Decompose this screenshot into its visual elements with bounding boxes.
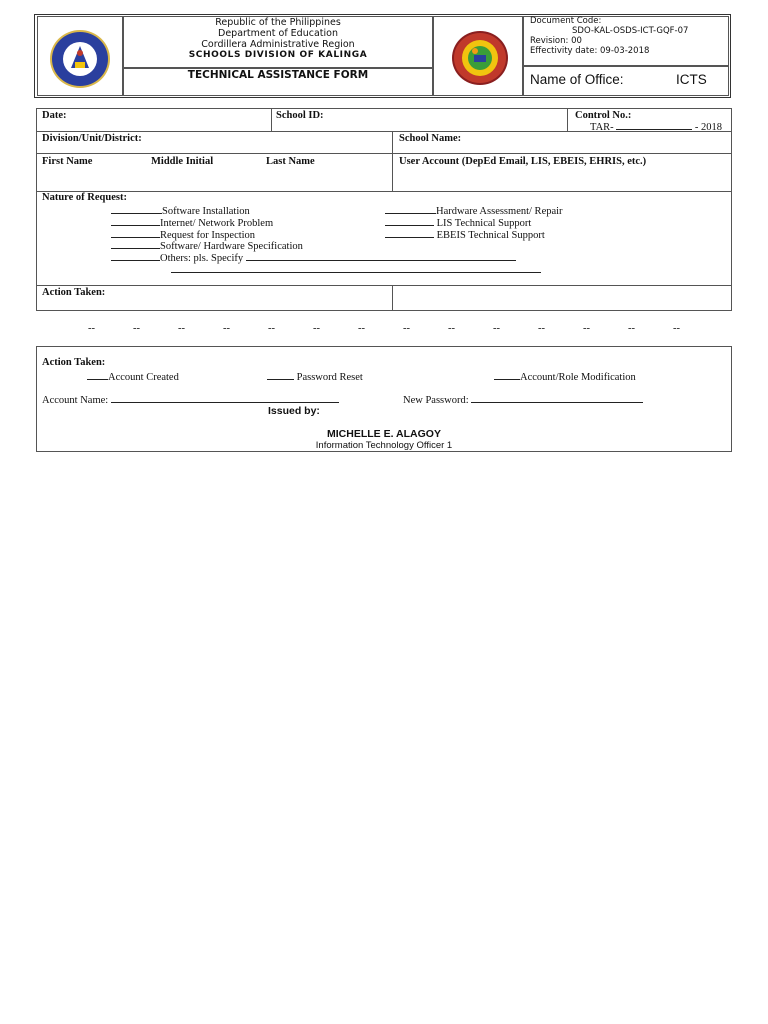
- account-name-field[interactable]: Account Name:: [42, 393, 339, 406]
- request-option-network-problem[interactable]: Internet/ Network Problem: [111, 216, 273, 229]
- nature-of-request-label: Nature of Request:: [42, 192, 127, 203]
- request-option-software-installation[interactable]: Software Installation: [111, 204, 250, 217]
- request-option-inspection[interactable]: Request for Inspection: [111, 228, 255, 241]
- others-specify-line[interactable]: [171, 272, 541, 273]
- org-line-department: Department of Education: [218, 28, 338, 39]
- request-option-others[interactable]: Others: pls. Specify: [111, 251, 516, 264]
- effectivity-text: Effectivity date: 09-03-2018: [530, 46, 650, 56]
- cut-line: -- -- -- -- -- -- -- -- -- -- -- -- -- --: [88, 323, 680, 334]
- issued-by-label: Issued by:: [268, 405, 320, 417]
- slip-option-account-created[interactable]: Account Created: [87, 370, 179, 383]
- request-option-lis-support[interactable]: LIS Technical Support: [385, 216, 531, 229]
- org-line-republic: Republic of the Philippines: [215, 17, 341, 28]
- request-option-specification[interactable]: Software/ Hardware Specification: [111, 239, 303, 252]
- control-suffix: - 2018: [694, 122, 723, 133]
- officer-name: MICHELLE E. ALAGOY: [327, 428, 441, 440]
- division-name: SCHOOLS DIVISION OF KALINGA: [188, 50, 368, 60]
- school-id-label: School ID:: [276, 110, 324, 121]
- doc-code-block: [530, 16, 688, 56]
- doc-code-label: Document Code:: [530, 16, 602, 26]
- action-taken-label: Action Taken:: [42, 287, 106, 298]
- date-label: Date:: [42, 110, 67, 121]
- middle-initial-label: Middle Initial: [151, 156, 214, 167]
- office-label: Name of Office:: [530, 72, 624, 87]
- officer-title: Information Technology Officer 1: [315, 440, 453, 451]
- form-title: TECHNICAL ASSISTANCE FORM: [187, 69, 369, 81]
- new-password-field[interactable]: New Password:: [403, 393, 643, 406]
- control-no-field[interactable]: [590, 120, 722, 133]
- revision-text: Revision: 00: [530, 36, 582, 46]
- division-seal-logo: [452, 31, 508, 85]
- doc-code-value: SDO-KAL-OSDS-ICT-GQF-07: [572, 26, 689, 36]
- slip-option-role-modification[interactable]: Account/Role Modification: [494, 370, 636, 383]
- org-lines: [123, 17, 433, 61]
- deped-seal-logo: [50, 30, 110, 88]
- school-name-label: School Name:: [399, 133, 462, 144]
- slip-action-taken-label: Action Taken:: [42, 357, 106, 368]
- request-option-hardware-repair[interactable]: Hardware Assessment/ Repair: [385, 204, 563, 217]
- control-no-label: Control No.:: [575, 110, 632, 121]
- first-name-label: First Name: [42, 156, 93, 167]
- control-prefix: TAR-: [590, 122, 614, 133]
- user-account-label: User Account (DepEd Email, LIS, EBEIS, EHRIS, etc.): [399, 156, 647, 167]
- office-value: ICTS: [676, 72, 707, 87]
- last-name-label: Last Name: [266, 156, 315, 167]
- org-line-region: Cordillera Administrative Region: [201, 39, 355, 50]
- request-option-ebeis-support[interactable]: EBEIS Technical Support: [385, 228, 545, 241]
- division-unit-label: Division/Unit/District:: [42, 133, 142, 144]
- slip-option-password-reset[interactable]: Password Reset: [267, 370, 363, 383]
